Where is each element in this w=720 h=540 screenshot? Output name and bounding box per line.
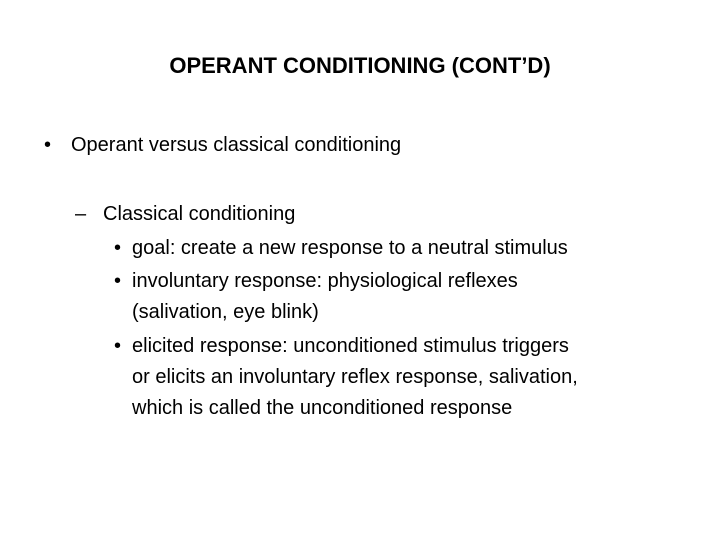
point-text-line: (salivation, eye blink) (132, 301, 319, 323)
bullet-marker: • (114, 237, 122, 259)
bullet-text: Operant versus classical conditioning (71, 134, 402, 156)
dash-marker: – (75, 203, 87, 225)
point-text-line: elicited response: unconditioned stimulus triggers (132, 335, 569, 357)
slide-title: OPERANT CONDITIONING (CONT’D) (169, 53, 551, 78)
point-text-line: or elicits an involuntary reflex response, salivation, (132, 366, 578, 388)
point-text-line: goal: create a new response to a neutral stimulus (132, 237, 568, 259)
bullet-marker: • (114, 270, 122, 292)
point-text-line: which is called the unconditioned response (132, 397, 513, 419)
subbullet-text: Classical conditioning (103, 203, 296, 225)
bullet-marker: • (114, 335, 122, 357)
point-text-line: involuntary response: physiological reflexes (132, 270, 518, 292)
bullet-marker: • (44, 134, 52, 156)
